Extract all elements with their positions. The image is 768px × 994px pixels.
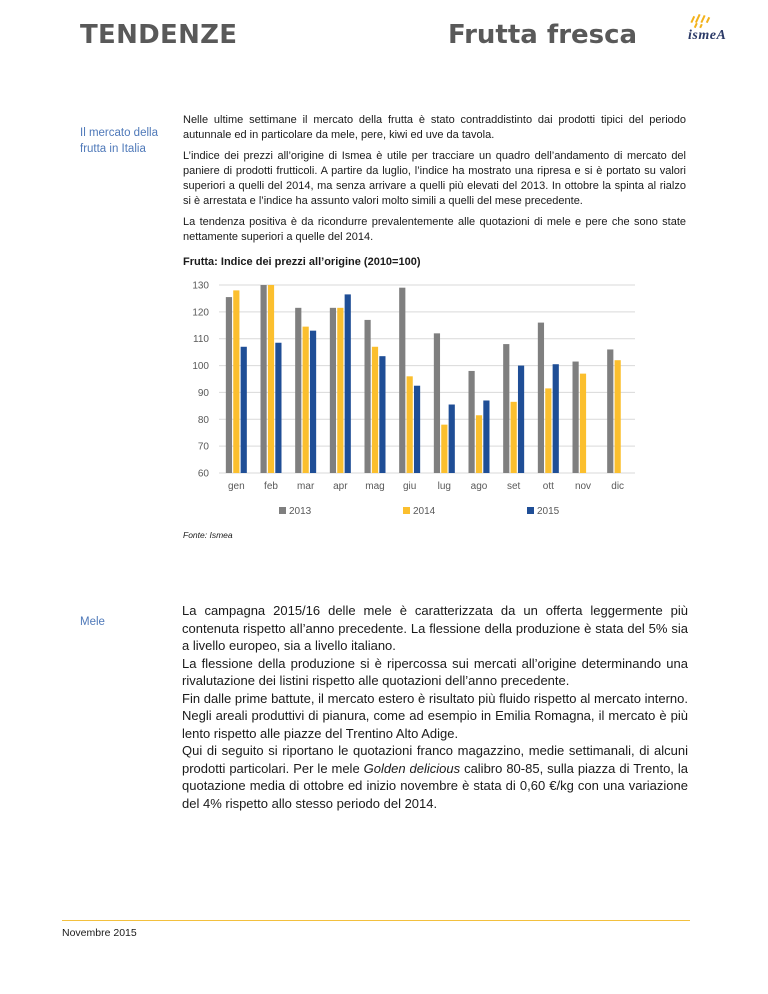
ismea-logo-text: ismeA (688, 28, 727, 43)
y-tick-label: 60 (197, 468, 209, 480)
bar-2015-ago (483, 400, 489, 473)
bar-2013-dic (607, 349, 613, 473)
bar-2014-gen (233, 290, 239, 473)
x-tick-label: nov (574, 481, 592, 492)
bar-2013-giu (399, 288, 405, 473)
header-section-title: TENDENZE (80, 20, 238, 50)
bar-2013-gen (226, 297, 232, 473)
bar-2013-mag (365, 320, 371, 473)
legend-label-2013: 2013 (289, 506, 312, 517)
x-tick-label: ott (542, 481, 554, 492)
y-tick-label: 110 (193, 334, 209, 346)
x-tick-label: mar (297, 481, 315, 492)
x-tick-label: giu (402, 481, 417, 492)
y-tick-label: 120 (192, 307, 209, 319)
bar-2014-ott (545, 388, 551, 473)
chart-title: Frutta: Indice dei prezzi all’origine (2010=100) (183, 256, 421, 268)
section-label-mele: Mele (80, 616, 105, 628)
header-topic-title: Frutta fresca (448, 20, 638, 50)
y-tick-label: 100 (192, 361, 209, 373)
x-tick-label: apr (333, 481, 348, 492)
bar-2013-ago (469, 371, 475, 473)
x-tick-label: lug (437, 481, 452, 492)
y-tick-label: 70 (197, 441, 209, 453)
x-tick-label: dic (611, 481, 625, 492)
bar-2013-feb (261, 285, 267, 473)
bar-2014-feb (268, 285, 274, 473)
paragraph: L’indice dei prezzi all’origine di Ismea è utile per tracciare un quadro dell’andamento di mercato del paniere di prodotti frutticoli. A partire da luglio, l’indice ha mostrato una ripresa e si è portato su valori superiori a quelli del 2014, ma senza arrivare a quelli più elevati del 2013. In ottobre la spinta al rialzo si è arrestata e l’indice ha assunto valori molto simili a quelli del mese precedente. (183, 150, 686, 207)
bar-2015-mar (310, 331, 316, 473)
bar-2015-feb (275, 343, 281, 473)
x-tick-label: set (506, 481, 521, 492)
section-mele-text (182, 602, 688, 812)
bar-2015-giu (414, 386, 420, 473)
paragraph: La flessione della produzione si è ripercossa sui mercati all’origine determinando una rivalutazione dei listini rispetto alle quotazioni dell’anno precedente. (182, 655, 688, 688)
paragraph: Fin dalle prime battute, il mercato estero è risultato più fluido rispetto al mercato interno. Negli areali produttivi di pianura, come ad esempio in Emilia Romagna, il mercato è più lento rispetto alle piazze del Trentino Alto Adige. (182, 690, 688, 741)
y-tick-label: 90 (197, 387, 209, 399)
bar-2013-apr (330, 308, 336, 473)
legend-label-2014: 2014 (413, 506, 436, 517)
bar-2013-mar (295, 308, 301, 473)
x-tick-label: gen (227, 481, 245, 492)
y-tick-label: 130 (192, 280, 209, 292)
bar-2014-set (511, 402, 517, 473)
paragraph: La tendenza positiva è da ricondurre prevalentemente alle quotazioni di mele e pere che sono state nettamente superiori a quelle del 2014. (183, 216, 686, 243)
bar-2015-gen (241, 347, 247, 473)
paragraph: Qui di seguito si riportano le quotazioni franco magazzino, medie settimanali, di alcuni prodotti particolari. Per le mele Golden delicious calibro 80-85, sulla piazza di Trento, la quotazione media di ottobre ed inizio novembre è stata di 0,60 €/kg con una variazione del 4% rispetto allo stesso periodo del 2014. (182, 743, 688, 811)
legend-label-2015: 2015 (537, 506, 560, 517)
bar-2014-giu (407, 376, 413, 473)
bar-2013-set (503, 344, 509, 473)
bar-2014-mag (372, 347, 378, 473)
legend-swatch-2015 (527, 507, 534, 514)
bar-2013-nov (573, 362, 579, 473)
bar-2014-mar (303, 327, 309, 473)
bar-2014-lug (441, 425, 447, 473)
legend-swatch-2014 (403, 507, 410, 514)
chart-source: Fonte: Ismea (183, 530, 233, 540)
x-tick-label: mag (365, 481, 385, 492)
bar-2013-ott (538, 323, 544, 473)
legend-swatch-2013 (279, 507, 286, 514)
y-tick-label: 80 (197, 414, 209, 426)
bar-2015-set (518, 366, 524, 473)
paragraph: Nelle ultime settimane il mercato della frutta è stato contraddistinto dai prodotti tipici del periodo autunnale ed in particolare da mele, pere, kiwi ed uve da tavola. (183, 114, 686, 141)
bar-2015-lug (449, 405, 455, 473)
x-tick-label: ago (470, 481, 488, 492)
section-mercato-text (183, 113, 686, 251)
paragraph: La campagna 2015/16 delle mele è caratterizzata da un offerta leggermente più contenuta rispetto all’anno precedente. La flessione della produzione è stata del 5% sia a livello europeo, sia a livello italiano. (182, 603, 688, 653)
footer-divider (62, 920, 690, 921)
price-index-chart (183, 272, 643, 524)
bar-2014-dic (615, 360, 621, 473)
section-label-mercato: Il mercato della frutta in Italia (80, 127, 158, 155)
bar-2014-nov (580, 374, 586, 473)
x-tick-label: feb (264, 481, 278, 492)
bar-2015-ott (553, 364, 559, 473)
bar-2013-lug (434, 333, 440, 473)
bar-2015-mag (379, 356, 385, 473)
footer-date: Novembre 2015 (62, 927, 137, 939)
bar-2014-ago (476, 415, 482, 473)
bar-2015-apr (345, 294, 351, 473)
bar-2014-apr (337, 308, 343, 473)
